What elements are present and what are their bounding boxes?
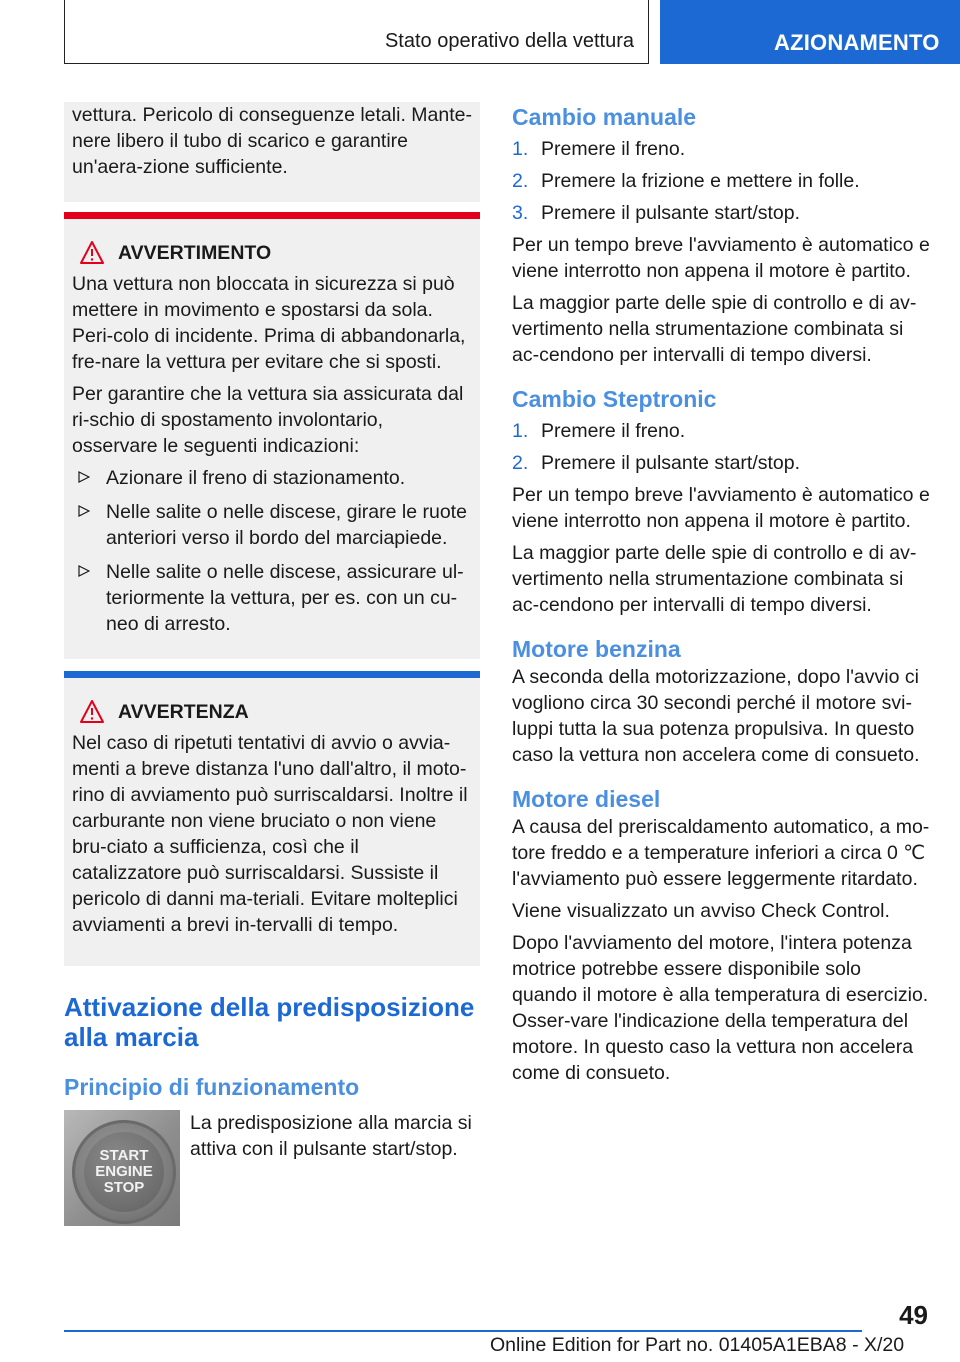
step-text: Premere la frizione e mettere in folle. xyxy=(541,170,860,192)
list-item xyxy=(512,450,930,476)
button-line-stop: STOP xyxy=(103,1179,145,1196)
warning-box xyxy=(64,212,480,659)
bullet-text: Azionare il freno di stazionamento. xyxy=(106,467,406,489)
warning-bullet-list xyxy=(72,465,472,637)
caution-title: AVVERTENZA xyxy=(118,700,249,723)
steptronic-section xyxy=(512,384,930,618)
triangle-bullet-icon xyxy=(78,565,90,577)
intro-text: vettura. Pericolo di conseguenze letali. Mante-nere libero il tubo di scarico e garantire un'aera-zione sufficiente. xyxy=(72,104,472,178)
manual-steps-list xyxy=(512,136,930,226)
warning-triangle-icon xyxy=(78,240,114,266)
diesel-section xyxy=(512,784,930,1086)
button-line-start: START xyxy=(99,1147,149,1164)
step-text: Premere il freno. xyxy=(541,138,686,160)
warning-paragraph-1: Una vettura non bloccata in sicurezza si può mettere in movimento e spostarsi da sola. Peri-colo di incidente. Prima di abbandonarla, fre-nare la vettura per evitare che si sposti. xyxy=(72,273,466,373)
list-item xyxy=(512,418,930,444)
list-item xyxy=(512,168,930,194)
caution-paragraph: Nel caso di ripetuti tentativi di avvio o avvia-menti a breve distanza l'uno dall'altro, il moto-rino di avviamento può surriscaldarsi. Inoltre il carburante non viene bruciato o non viene bru-ciato a sufficienza, così che il catalizzatore può surriscaldarsi. Sussiste il pericolo di danni ma-teriali. Evitare molteplici avviamenti a brevi in-tervalli di tempo. xyxy=(72,732,468,936)
step-text: Premere il freno. xyxy=(541,420,686,442)
list-item xyxy=(72,465,472,491)
figure-caption: La predisposizione alla marcia si attiva con il pulsante start/stop. xyxy=(190,1112,472,1160)
steptronic-paragraph-2: La maggior parte delle spie di controllo e di av-vertimento nella strumentazione combinata si ac-cendono per intervalli di tempo diversi. xyxy=(512,542,917,616)
triangle-bullet-icon xyxy=(78,505,90,517)
diesel-paragraph-1: A causa del preriscaldamento automatico, a mo-tore freddo e a temperature inferiori a circa 0 ℃ l'avviamento può essere leggermente ritardato. xyxy=(512,816,930,890)
caution-box xyxy=(64,671,480,966)
list-item xyxy=(72,559,472,637)
step-number: 3. xyxy=(512,202,529,224)
warning-title: AVVERTIMENTO xyxy=(118,241,272,264)
intro-box xyxy=(64,102,480,202)
diesel-engine-heading: Motore diesel xyxy=(512,786,661,812)
manual-paragraph-1: Per un tempo breve l'avviamento è automatico e viene interrotto non appena il motore è partito. xyxy=(512,234,930,282)
step-number: 2. xyxy=(512,452,529,474)
caution-triangle-icon xyxy=(78,699,114,725)
steptronic-heading: Cambio Steptronic xyxy=(512,386,717,412)
right-column xyxy=(512,102,930,1092)
step-text: Premere il pulsante start/stop. xyxy=(541,202,801,224)
steptronic-steps-list xyxy=(512,418,930,476)
petrol-section xyxy=(512,634,930,768)
petrol-paragraph: A seconda della motorizzazione, dopo l'avvio ci vogliono circa 30 secondi perché il motore svi-luppi tutta la sua potenza propulsiva. In questo caso la vettura non accelera come di consueto. xyxy=(512,666,920,766)
header-chapter-title: AZIONAMENTO xyxy=(774,30,940,55)
header-section-title: Stato operativo della vettura xyxy=(384,30,634,52)
footer-edition: Online Edition for Part no. 01405A1EBA8 - X/20 xyxy=(490,1334,905,1356)
triangle-bullet-icon xyxy=(78,471,90,483)
footer-divider xyxy=(64,1330,862,1332)
diesel-paragraph-2: Viene visualizzato un avviso Check Control. xyxy=(512,900,890,922)
step-number: 2. xyxy=(512,170,529,192)
button-line-engine: ENGINE xyxy=(95,1163,153,1180)
start-engine-stop-button-icon xyxy=(84,1132,164,1212)
caution-header xyxy=(72,698,472,726)
warning-header xyxy=(72,239,472,267)
petrol-engine-heading: Motore benzina xyxy=(512,636,681,662)
step-text: Premere il pulsante start/stop. xyxy=(541,452,801,474)
figure-row xyxy=(64,1110,480,1226)
bullet-text: Nelle salite o nelle discese, assicurare ul-teriormente la vettura, per es. con un cu-neo di arresto. xyxy=(106,561,464,635)
header-chapter-tab xyxy=(660,0,960,64)
header-section-box xyxy=(64,0,649,64)
diesel-paragraph-3: Dopo l'avviamento del motore, l'intera potenza motrice potrebbe essere disponibile solo quando il motore è alla temperatura di esercizio. Osser-vare l'indicazione della temperatura del motore. In questo caso la vettura non accelera come di consueto. xyxy=(512,932,929,1084)
manual-paragraph-2: La maggior parte delle spie di controllo e di av-vertimento nella strumentazione combinata si ac-cendono per intervalli di tempo diversi. xyxy=(512,292,917,366)
step-number: 1. xyxy=(512,138,529,160)
bullet-text: Nelle salite o nelle discese, girare le ruote anteriori verso il bordo del marciapiede. xyxy=(106,501,467,549)
list-item xyxy=(512,136,930,162)
page-number: 49 xyxy=(899,1300,928,1330)
steptronic-paragraph-1: Per un tempo breve l'avviamento è automatico e viene interrotto non appena il motore è partito. xyxy=(512,484,930,532)
list-item xyxy=(72,499,472,551)
left-column xyxy=(64,102,480,1226)
warning-paragraph-2: Per garantire che la vettura sia assicurata dal ri-schio di spostamento involontario, osservare le seguenti indicazioni: xyxy=(72,383,464,457)
section-heading: Attivazione della predisposizione alla marcia xyxy=(64,992,475,1052)
list-item xyxy=(512,200,930,226)
manual-transmission-heading: Cambio manuale xyxy=(512,104,697,130)
subsection-heading: Principio di funzionamento xyxy=(64,1074,360,1100)
start-stop-button-image xyxy=(64,1110,180,1226)
step-number: 1. xyxy=(512,420,529,442)
